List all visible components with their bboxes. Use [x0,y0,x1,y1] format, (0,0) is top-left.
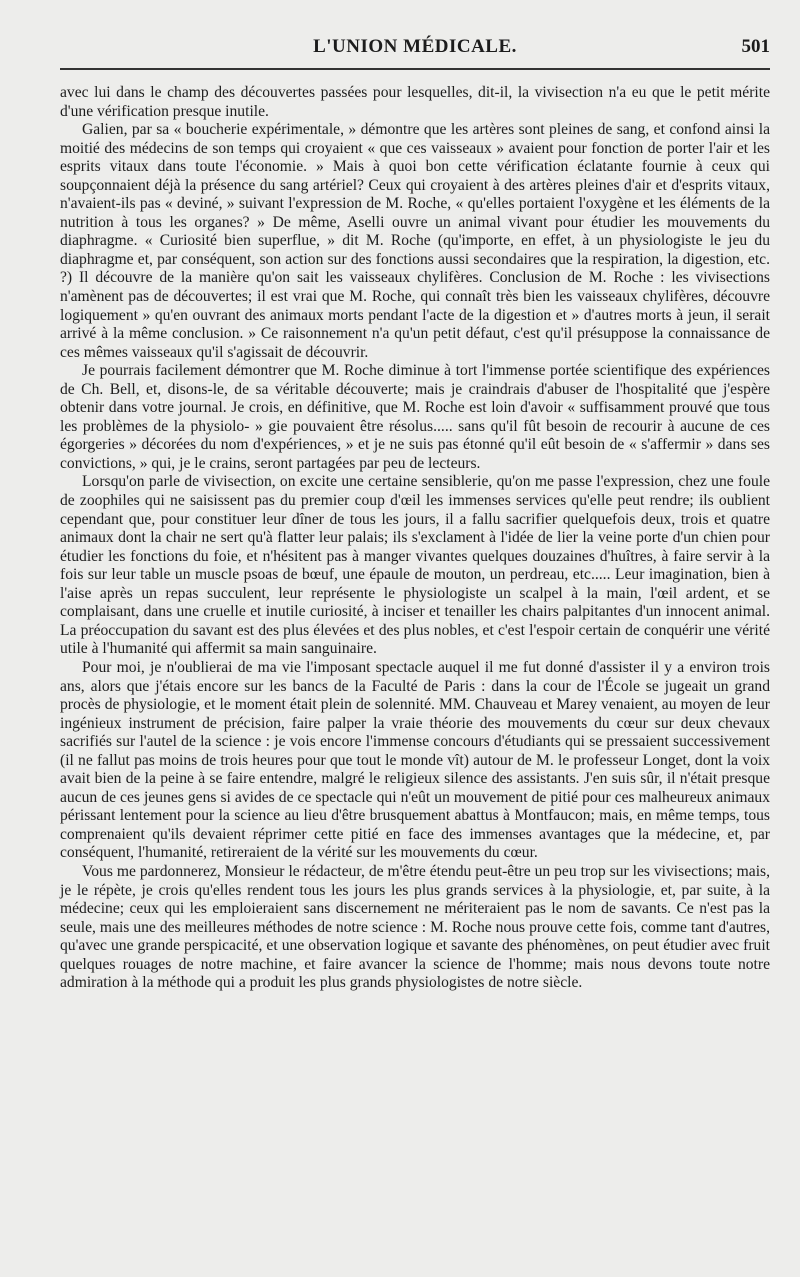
paragraph: Vous me pardonnerez, Monsieur le rédacteur, de m'être étendu peut-être un peu trop sur les vivisections; mais, je le répète, je crois qu'elles rendent tous les jours les plus grands services à la physiologie, et, par suite, à la médecine; ceux qui les emploieraient sans discernement ne mériteraient pas le nom de savants. Ce n'est pas la seule, mais une des meilleures méthodes de notre science : M. Roche nous prouve cette fois, comme tant d'autres, qu'avec une grande perspicacité, et une observation logique et savante des phénomènes, on peut étudier avec fruit quelques rouages de notre machine, et faire avancer la science de l'homme; mais nous devons toute notre admiration à la méthode qui a produit les plus grands physiologistes de notre siècle. [60,862,770,992]
paragraph: Je pourrais facilement démontrer que M. Roche diminue à tort l'immense portée scientifique des expériences de Ch. Bell, et, disons-le, de sa véritable découverte; mais je craindrais d'abuser de l'hospitalité que j'espère obtenir dans votre journal. Je crois, en définitive, que M. Roche est loin d'avoir « suffisamment prouvé que tous les problèmes de la physiolo- » gie pouvaient être résolus..... sans qu'il fût besoin de recourir à aucune de ces égorgeries » décorées du nom d'expériences, » et je ne suis pas étonné qu'il eût besoin de « s'affermir » dans ses convictions, » qui, je le crains, seront partagées par peu de lecteurs. [60,362,770,472]
page-header [60,0,770,60]
paragraph: Pour moi, je n'oublierai de ma vie l'imposant spectacle auquel il me fut donné d'assister il y a environ trois ans, alors que j'étais encore sur les bancs de la Faculté de Paris : dans la cour de l'École se jugeait un grand procès de physiologie, et le moment était plein de solennité. MM. Chauveau et Marey venaient, au moyen de leur ingénieux instrument de précision, faire palper la vraie théorie des mouvements du cœur sur deux chevaux sacrifiés sur l'autel de la science : je vois encore l'immense concours d'étudiants qui se pressaient successivement (il ne fallut pas moins de trois heures pour que tout le monde vît) autour de M. le professeur Longet, dont la voix avait bien de la peine à se faire entendre, malgré le religieux silence des assistants. J'en suis sûr, il n'était presque aucun de ces jeunes gens si avides de ce spectacle qui n'eût un mouvement de pitié pour ces malheureux animaux périssant lentement pour la science au lieu d'être brusquement abattus à Montfaucon; mais, en même temps, tous comprenaient qu'ils devaient réprimer cette pitié en face des immenses avantages que la médecine, et, par conséquent, l'humanité, retireraient de la vérité sur les mouvements du cœur. [60,658,770,862]
paragraph: avec lui dans le champ des découvertes passées pour lesquelles, dit-il, la vivisection n'a eu que le petit mérite d'une vérification presque inutile. [60,84,770,120]
paragraph: Lorsqu'on parle de vivisection, on excite une certaine sensiblerie, qu'on me passe l'expression, chez une foule de zoophiles qui ne saisissent pas du premier coup d'œil les immenses services qu'elle peut rendre; ils oublient cependant que, pour constituer leur dîner de tous les jours, il a fallu sacrifier quelquefois deux, trois et quatre animaux dont la chair ne sert qu'à flatter leur palais; ils s'exclament à l'idée de lier la veine porte d'un chien pour étudier les fonctions du foie, et n'hésitent pas à manger vivantes quelques douzaines d'huîtres, à faire servir à la fois sur leur table un muscle psoas de bœuf, une épaule de mouton, un perdreau, etc..... Leur imagination, bien à l'aise après un repas succulent, leur représente le physiologiste un scalpel à la main, l'œil ardent, et se complaisant, dans une cruelle et inutile curiosité, à inciser et tenailler les chairs palpitantes d'un innocent animal. La préoccupation du savant est des plus élevées et des plus nobles, et c'est l'espoir certain de conquérir une vérité utile à l'humanité qui affermit sa main sanguinaire. [60,473,770,658]
header-rule [60,68,770,70]
article-body [60,84,770,993]
running-title: L'UNION MÉDICALE. [313,36,517,57]
paragraph: Galien, par sa « boucherie expérimentale, » démontre que les artères sont pleines de sang, et confond ainsi la moitié des médecins de son temps qui croyaient « que ces vaisseaux » avaient pour fonction de porter l'air et les esprits vitaux dans toute l'économie. » Mais à quoi bon cette vérification éclatante fournie à ceux qui soupçonnaient déjà la présence du sang artériel? Ceux qui croyaient à des artères pleines d'air et d'esprits vitaux, n'avaient-ils pas « deviné, » suivant l'expression de M. Roche, « qu'elles portaient l'oxygène et les éléments de la nutrition à tous les organes? » De même, Aselli ouvre un animal vivant pour étudier les mouvements du diaphragme. « Curiosité bien superflue, » dit M. Roche (qu'importe, en effet, à un physiologiste le jeu du diaphragme et, par conséquent, son action sur des fonctions aussi secondaires que la respiration, la digestion, etc. ?) Il découvre de la manière qu'on sait les vaisseaux chylifères. Conclusion de M. Roche : les vivisections n'amènent pas de découvertes; il est vrai que M. Roche, qui connaît très bien les vaisseaux chylifères, découvre logiquement » qu'en ouvrant des animaux morts pendant l'acte de la digestion et » d'autres morts à jeun, il serait arrivé à la même conclusion. » Ce raisonnement n'a qu'un petit défaut, c'est qu'il présuppose la connaissance de ces mêmes vaisseaux qu'il s'agissait de découvrir. [60,121,770,361]
page-number: 501 [741,36,770,57]
